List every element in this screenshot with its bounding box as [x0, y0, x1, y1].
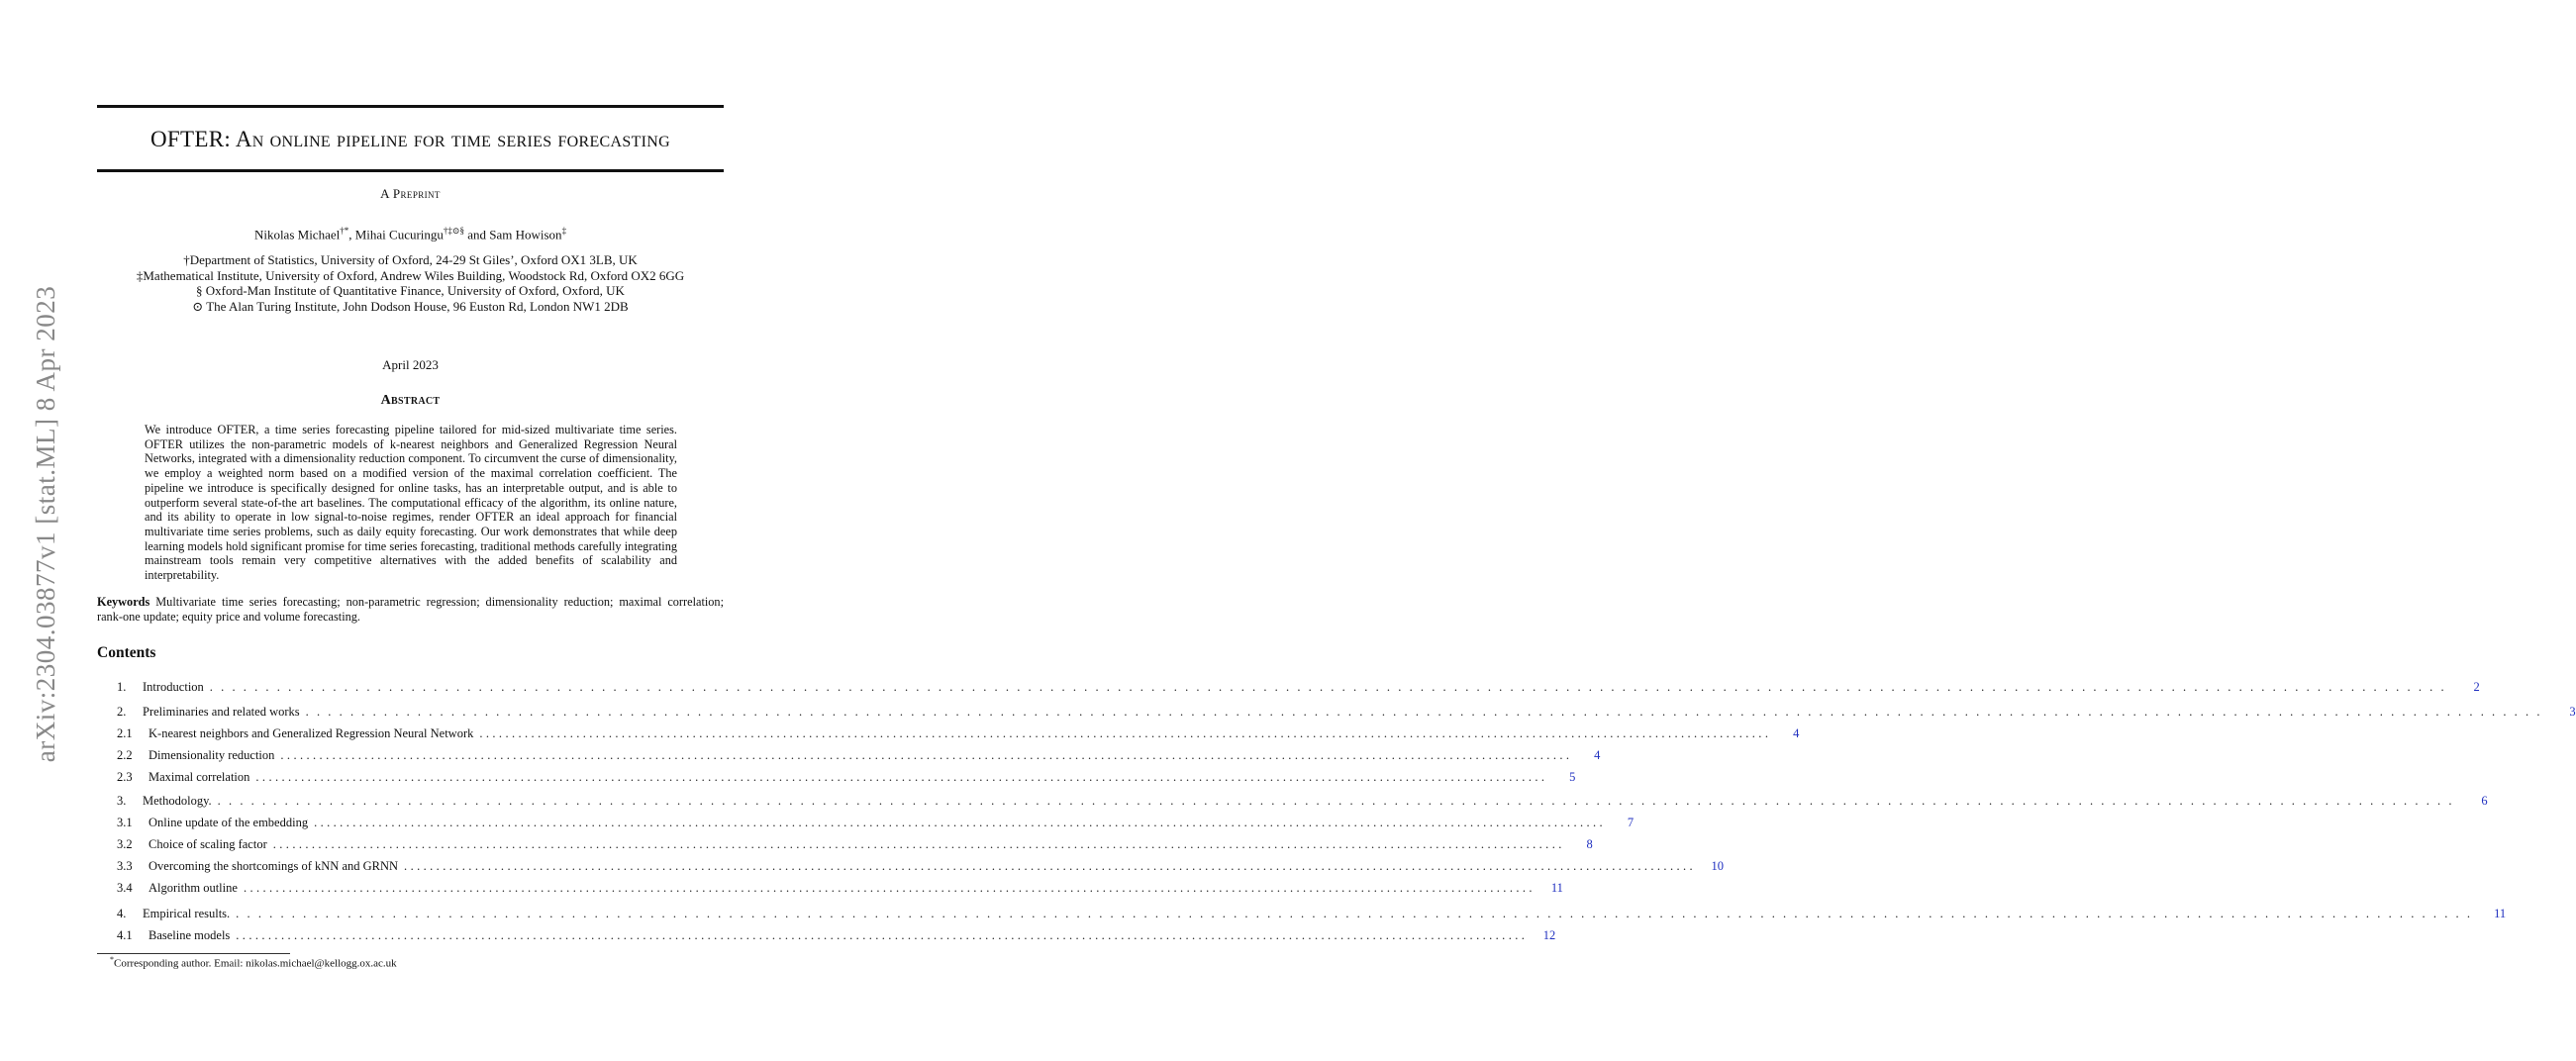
paper-date: April 2023: [382, 357, 439, 372]
toc-title: Dimensionality reduction: [149, 748, 275, 762]
author-1: Nikolas Michael: [253, 227, 341, 242]
toc-leader-dots: ........................................................................................................................................................................................................: [255, 770, 1548, 784]
keywords-text: Multivariate time series forecasting; non-parametric regression; dimensionality reduction; maximal correlation; rank-one update; equity price and volume forecasting.: [97, 595, 724, 624]
toc-leader-dots: ........................................................................................................................................................................................................: [236, 928, 1529, 942]
toc-leader-dots: ........................................................................................................................................................................................................: [236, 907, 2479, 920]
toc-page-link[interactable]: 11: [2494, 907, 2507, 920]
toc-title: Methodology.: [143, 794, 212, 808]
affiliation-line: †Department of Statistics, University of Oxford, 24-29 St Giles’, Oxford OX1 3LB, UK: [183, 252, 638, 267]
toc-title: Preliminaries and related works: [143, 705, 300, 719]
toc-number: 2.: [117, 705, 127, 719]
toc-entry[interactable]: [97, 815, 1635, 830]
toc-leader-dots: ........................................................................................................................................................................................................: [280, 748, 1573, 762]
title-rest: n online pipeline for time series forecasting: [251, 127, 670, 151]
affiliation-line: § Oxford-Man Institute of Quantitative Finance, University of Oxford, Oxford, UK: [196, 283, 625, 298]
toc-title: Algorithm outline: [149, 881, 238, 895]
preprint-label: A Preprint: [380, 186, 441, 201]
toc-leader-dots: ........................................................................................................................................................................................................: [217, 794, 2460, 808]
title-top-rule: [97, 105, 724, 108]
toc-leader-dots: ........................................................................................................................................................................................................: [305, 705, 2548, 719]
toc-entry[interactable]: [97, 769, 1576, 785]
footnote-text: Corresponding author. Email: nikolas.michael@kellogg.ox.ac.uk: [114, 957, 397, 970]
keywords-label: Keywords: [97, 595, 150, 609]
toc-leader-dots: ........................................................................................................................................................................................................: [243, 881, 1536, 895]
toc-page-link[interactable]: 8: [1586, 837, 1593, 851]
affiliations: [97, 252, 724, 314]
contents-heading: Contents: [97, 644, 156, 661]
author-2: , Mihai Cucuringu: [348, 227, 444, 242]
toc-title: Online update of the embedding: [149, 816, 309, 829]
toc-page-link[interactable]: 4: [1793, 726, 1800, 740]
author-list: [97, 226, 724, 242]
abstract-heading: Abstract: [380, 393, 441, 408]
toc-title: Choice of scaling factor: [149, 837, 267, 851]
toc-number: 1.: [117, 680, 127, 694]
toc-entry[interactable]: [97, 679, 2480, 695]
author-3-marks: ‡: [561, 226, 567, 236]
toc-page-link[interactable]: 6: [2481, 794, 2488, 808]
toc-number: 3.4: [117, 881, 133, 895]
title-lead: OFTER: A: [150, 127, 252, 151]
toc-number: 4.1: [117, 928, 133, 942]
author-3: and Sam Howison: [463, 227, 562, 242]
abstract-body: We introduce OFTER, a time series forecasting pipeline tailored for mid-sized multivariate time series. OFTER utilizes the non-parametric models of k-nearest neighbors and Generalized Regression Neural Networks, integrated with a dimensionality reduction component. To circumvent the curse of dimensionality, we employ a weighted norm based on a modified version of the maximal correlation coefficient. The pipeline we introduce is specifically designed for online tasks, has an interpretable output, and is able to outperform several state-of-the art baselines. The computational efficacy of the algorithm, its online nature, and its ability to operate in low signal-to-noise regimes, render OFTER an ideal approach for financial multivariate time series problems, such as daily equity forecasting. Our work demonstrates that while deep learning models hold significant promise for time series forecasting, traditional methods carefully integrating mainstream tools remain very competitive alternatives with the added benefits of scalability and interpretability.: [145, 423, 677, 583]
arxiv-side-stamp: [22, 285, 71, 762]
toc-title: K-nearest neighbors and Generalized Regression Neural Network: [149, 726, 474, 740]
footnote: [110, 955, 397, 970]
toc-number: 3.2: [117, 837, 133, 851]
toc-title: Maximal correlation: [149, 770, 250, 784]
footnote-rule: [97, 953, 290, 954]
toc-page-link[interactable]: 2: [2473, 680, 2480, 694]
toc-entry[interactable]: [97, 880, 1563, 896]
toc-entry[interactable]: [97, 704, 2576, 720]
affiliation-line: ‡Mathematical Institute, University of Oxford, Andrew Wiles Building, Woodstock Rd, Oxford OX2 6GG: [136, 267, 685, 283]
toc-number: 3.3: [117, 859, 133, 873]
toc-entry[interactable]: [97, 927, 1556, 943]
toc-page-link[interactable]: 12: [1542, 928, 1556, 942]
toc-page-link[interactable]: 10: [1711, 859, 1725, 873]
title-bottom-rule: [97, 169, 724, 172]
toc-leader-dots: ........................................................................................................................................................................................................: [479, 726, 1772, 740]
toc-page-link[interactable]: 11: [1550, 881, 1563, 895]
toc-number: 2.1: [117, 726, 133, 740]
toc-entry[interactable]: [97, 747, 1601, 763]
toc-leader-dots: ........................................................................................................................................................................................................: [404, 859, 1697, 873]
paper-title: [97, 127, 724, 152]
arxiv-identifier: arXiv:2304.03877v1 [stat.ML] 8 Apr 2023: [31, 285, 61, 762]
toc-title: Baseline models: [149, 928, 231, 942]
toc-entry[interactable]: [97, 906, 2507, 921]
author-1-marks: †*: [340, 226, 349, 236]
affiliation-line: ⊙ The Alan Turing Institute, John Dodson House, 96 Euston Rd, London NW1 2DB: [192, 298, 629, 314]
toc-number: 4.: [117, 907, 127, 920]
toc-page-link[interactable]: 7: [1627, 816, 1635, 829]
author-2-marks: †‡⊙§: [443, 226, 464, 236]
toc-leader-dots: ........................................................................................................................................................................................................: [272, 837, 1565, 851]
toc-page-link[interactable]: 4: [1594, 748, 1601, 762]
toc-number: 2.3: [117, 770, 133, 784]
toc-title: Overcoming the shortcomings of kNN and GRNN: [149, 859, 399, 873]
toc-leader-dots: ........................................................................................................................................................................................................: [314, 816, 1607, 829]
toc-page-link[interactable]: 3: [2569, 705, 2576, 719]
keywords-block: [97, 595, 724, 624]
toc-title: Empirical results.: [143, 907, 231, 920]
toc-entry[interactable]: [97, 725, 1800, 741]
toc-entry[interactable]: [97, 793, 2488, 809]
toc-leader-dots: ........................................................................................................................................................................................................: [209, 680, 2452, 694]
toc-page-link[interactable]: 5: [1569, 770, 1576, 784]
toc-entry[interactable]: [97, 858, 1725, 874]
footnote-mark: *: [110, 955, 114, 964]
toc-number: 2.2: [117, 748, 133, 762]
toc-title: Introduction: [143, 680, 204, 694]
toc-entry[interactable]: [97, 836, 1593, 852]
toc-number: 3.: [117, 794, 127, 808]
toc-number: 3.1: [117, 816, 133, 829]
